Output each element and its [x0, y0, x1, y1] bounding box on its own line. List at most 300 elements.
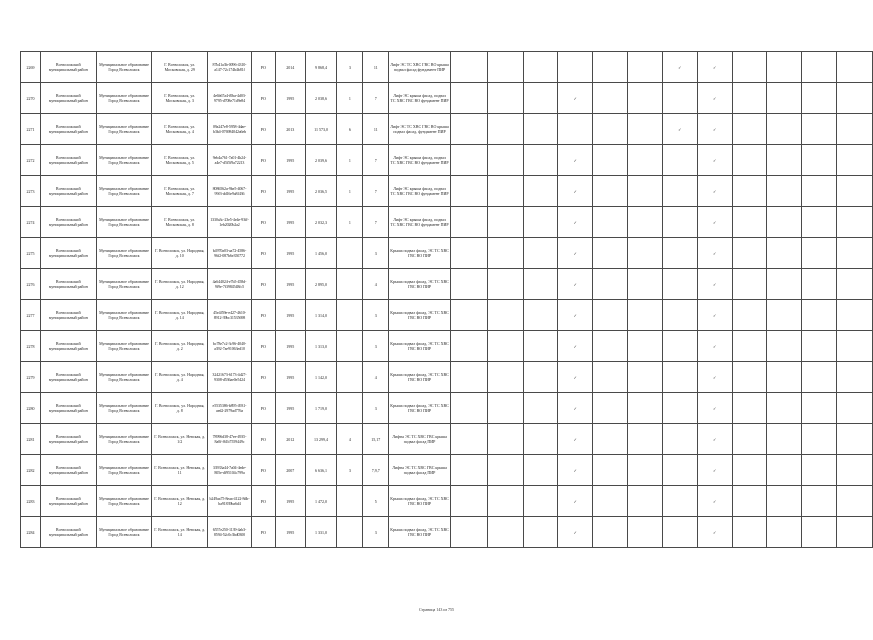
house-id-cell: 09a247e8-5958-4dae-b3b4-076984042a6eb — [208, 114, 252, 145]
empty-cell — [662, 145, 697, 176]
empty-cell — [837, 176, 873, 207]
empty-cell — [732, 238, 767, 269]
entrances-cell: 7,9,7 — [363, 455, 389, 486]
row-number: 2277 — [21, 300, 41, 331]
year-cell: 1995 — [275, 331, 305, 362]
entrances-cell: 3 — [363, 300, 389, 331]
table-row — [21, 424, 873, 455]
house-id-cell: 8086562a-9be5-4067-99f3-dd16e9a8f436 — [208, 176, 252, 207]
empty-cell — [628, 83, 663, 114]
address-cell: Г. Всеволожск, ул. Народная, д. 8 — [152, 393, 208, 424]
area-cell: 9 868,4 — [305, 52, 337, 83]
check-mark-icon: ✓ — [697, 269, 732, 300]
check-mark-icon: ✓ — [558, 517, 593, 548]
house-id-cell: 4a644024-e7b5-458d-9f9e-7f3984548fc5 — [208, 269, 252, 300]
empty-cell — [837, 238, 873, 269]
entrances-cell: 7 — [363, 207, 389, 238]
program-cell: РО — [251, 176, 275, 207]
floors-cell: 6 — [337, 114, 363, 145]
empty-cell — [593, 393, 628, 424]
empty-cell — [732, 331, 767, 362]
empty-cell — [767, 393, 802, 424]
entrances-cell: 3 — [363, 393, 389, 424]
empty-cell — [523, 455, 558, 486]
empty-cell — [523, 517, 558, 548]
empty-cell — [837, 517, 873, 548]
works-cell: Крыша подвал фасад, ЭС ТС ХВС ГВС ВО ПИР — [389, 486, 451, 517]
entrances-cell: 11 — [363, 52, 389, 83]
house-id-cell: 87b41a3b-0096-4310-a147-72c174b4b81f — [208, 52, 252, 83]
program-cell: РО — [251, 362, 275, 393]
district-cell: Всеволожский муниципальный район — [40, 331, 96, 362]
empty-cell — [523, 300, 558, 331]
empty-cell — [450, 300, 487, 331]
check-mark-icon: ✓ — [697, 114, 732, 145]
empty-cell — [450, 455, 487, 486]
empty-cell — [732, 393, 767, 424]
address-cell: Г. Всеволожск, ул. Невская, д. 1/2 — [152, 424, 208, 455]
empty-cell — [593, 331, 628, 362]
empty-cell — [628, 176, 663, 207]
table-row — [21, 207, 873, 238]
empty-cell — [450, 269, 487, 300]
empty-cell — [523, 238, 558, 269]
program-cell: РО — [251, 207, 275, 238]
works-cell: Крыша подвал фасад, ЭС ТС ХВС ГВС ВО ПИР — [389, 517, 451, 548]
program-cell: РО — [251, 269, 275, 300]
empty-cell — [837, 269, 873, 300]
floors-cell — [337, 393, 363, 424]
empty-cell — [802, 424, 837, 455]
municipality-cell: Муниципальное образование Город Всеволожск — [96, 300, 152, 331]
area-cell: 1 472,0 — [305, 486, 337, 517]
year-cell: 1995 — [275, 300, 305, 331]
empty-cell — [523, 424, 558, 455]
address-cell: Г. Всеволожск, ул. Московская, д. 4 — [152, 114, 208, 145]
table-row — [21, 83, 873, 114]
year-cell: 1995 — [275, 269, 305, 300]
floors-cell: 4 — [337, 424, 363, 455]
district-cell: Всеволожский муниципальный район — [40, 114, 96, 145]
empty-cell — [662, 331, 697, 362]
empty-cell — [732, 300, 767, 331]
program-cell: РО — [251, 486, 275, 517]
empty-cell — [593, 83, 628, 114]
house-id-cell: 45e4f59e-e427-4610-8912-39bc31535698 — [208, 300, 252, 331]
program-cell: РО — [251, 455, 275, 486]
district-cell: Всеволожский муниципальный район — [40, 300, 96, 331]
check-mark-icon: ✓ — [558, 238, 593, 269]
empty-cell — [628, 486, 663, 517]
district-cell: Всеволожский муниципальный район — [40, 517, 96, 548]
district-cell: Всеволожский муниципальный район — [40, 269, 96, 300]
year-cell: 2007 — [275, 455, 305, 486]
district-cell: Всеволожский муниципальный район — [40, 207, 96, 238]
address-cell: Г. Всеволожск, ул. Московская, д. 3 — [152, 83, 208, 114]
empty-cell — [802, 176, 837, 207]
row-number: 2273 — [21, 176, 41, 207]
district-cell: Всеволожский муниципальный район — [40, 393, 96, 424]
empty-cell — [662, 300, 697, 331]
municipality-cell: Муниципальное образование Город Всеволожск — [96, 52, 152, 83]
table-row — [21, 517, 873, 548]
district-cell: Всеволожский муниципальный район — [40, 455, 96, 486]
empty-cell — [523, 393, 558, 424]
empty-cell — [487, 114, 523, 145]
empty-cell — [628, 114, 663, 145]
empty-cell — [732, 362, 767, 393]
year-cell: 1995 — [275, 83, 305, 114]
house-id-cell: 4e6b67a4-f0ba-4d03-9795-d708e71d9e84 — [208, 83, 252, 114]
municipality-cell: Муниципальное образование Город Всеволожск — [96, 424, 152, 455]
empty-cell — [837, 486, 873, 517]
house-id-cell: 78996d38-47ee-4935-8a0f-f61b7559449c — [208, 424, 252, 455]
table-row — [21, 238, 873, 269]
area-cell: 1 331,0 — [305, 517, 337, 548]
empty-cell — [732, 486, 767, 517]
empty-cell — [802, 393, 837, 424]
house-id-cell: 1330a3c-23e5-4e4e-93ff-1eb2020b2a2 — [208, 207, 252, 238]
check-mark-icon: ✓ — [697, 455, 732, 486]
program-cell: РО — [251, 424, 275, 455]
empty-cell — [450, 238, 487, 269]
empty-cell — [662, 269, 697, 300]
district-cell: Всеволожский муниципальный район — [40, 424, 96, 455]
empty-cell — [767, 362, 802, 393]
area-cell: 1 142,0 — [305, 362, 337, 393]
floors-cell: 1 — [337, 207, 363, 238]
check-mark-icon: ✓ — [697, 517, 732, 548]
floors-cell — [337, 362, 363, 393]
program-cell: РО — [251, 517, 275, 548]
floors-cell: 3 — [337, 455, 363, 486]
empty-cell — [450, 517, 487, 548]
check-mark-icon: ✓ — [558, 486, 593, 517]
empty-cell — [802, 300, 837, 331]
year-cell: 2012 — [275, 424, 305, 455]
empty-cell — [767, 300, 802, 331]
row-number: 2284 — [21, 517, 41, 548]
table-row — [21, 393, 873, 424]
row-number: 2274 — [21, 207, 41, 238]
empty-cell — [523, 52, 558, 83]
empty-cell — [837, 331, 873, 362]
check-mark-icon: ✓ — [558, 300, 593, 331]
empty-cell — [450, 207, 487, 238]
empty-cell — [628, 424, 663, 455]
empty-cell — [487, 238, 523, 269]
empty-cell — [802, 331, 837, 362]
empty-cell — [628, 145, 663, 176]
empty-cell — [732, 145, 767, 176]
empty-cell — [802, 455, 837, 486]
empty-cell — [628, 238, 663, 269]
empty-cell — [628, 393, 663, 424]
check-mark-icon: ✓ — [697, 176, 732, 207]
empty-cell — [487, 176, 523, 207]
check-mark-icon: ✓ — [697, 145, 732, 176]
year-cell: 1995 — [275, 207, 305, 238]
check-mark-icon: ✓ — [697, 300, 732, 331]
empty-cell — [523, 207, 558, 238]
check-mark-icon: ✓ — [697, 83, 732, 114]
house-id-cell: 6557e250-1139-4ab3-8594-52c0c3bd0300 — [208, 517, 252, 548]
row-number: 2280 — [21, 393, 41, 424]
area-cell: 13 299,4 — [305, 424, 337, 455]
empty-cell — [837, 145, 873, 176]
empty-cell — [487, 486, 523, 517]
row-number: 2283 — [21, 486, 41, 517]
row-number: 2279 — [21, 362, 41, 393]
address-cell: Г. Всеволожск, ул. Московская, д. 7 — [152, 176, 208, 207]
empty-cell — [802, 517, 837, 548]
table-row — [21, 300, 873, 331]
empty-cell — [450, 331, 487, 362]
empty-cell — [523, 145, 558, 176]
empty-cell — [487, 393, 523, 424]
works-cell: Лифт ЭС ТС ХВС ГВС ВО крыша подвал фасад, фундамент ПИР — [389, 114, 451, 145]
municipality-cell: Муниципальное образование Город Всеволожск — [96, 362, 152, 393]
empty-cell — [802, 269, 837, 300]
check-mark-icon: ✓ — [697, 331, 732, 362]
floors-cell: 3 — [337, 52, 363, 83]
empty-cell — [837, 300, 873, 331]
empty-cell — [662, 517, 697, 548]
entrances-cell: 15,17 — [363, 424, 389, 455]
check-mark-icon: ✓ — [558, 424, 593, 455]
empty-cell — [487, 52, 523, 83]
entrances-cell: 7 — [363, 83, 389, 114]
empty-cell — [523, 331, 558, 362]
empty-cell — [593, 486, 628, 517]
empty-cell — [523, 83, 558, 114]
area-cell: 2 895,0 — [305, 269, 337, 300]
entrances-cell: 4 — [363, 362, 389, 393]
address-cell: Г. Всеволожск, ул. Невская, д. 11 — [152, 455, 208, 486]
table-row — [21, 486, 873, 517]
empty-cell — [558, 114, 593, 145]
check-mark-icon: ✓ — [558, 207, 593, 238]
empty-cell — [767, 455, 802, 486]
program-cell: РО — [251, 114, 275, 145]
table-row — [21, 362, 873, 393]
empty-cell — [628, 300, 663, 331]
works-cell: Лифт ЭС крыша фасад, подвал ТС ХВС ГВС ВО фундамент ПИР — [389, 207, 451, 238]
floors-cell — [337, 517, 363, 548]
row-number: 2275 — [21, 238, 41, 269]
empty-cell — [628, 362, 663, 393]
floors-cell: 1 — [337, 176, 363, 207]
year-cell: 1995 — [275, 362, 305, 393]
check-mark-icon: ✓ — [558, 393, 593, 424]
address-cell: Г. Всеволожск, ул. Народная, д. 2 — [152, 331, 208, 362]
floors-cell: 1 — [337, 145, 363, 176]
empty-cell — [593, 362, 628, 393]
empty-cell — [662, 455, 697, 486]
works-cell: Лифт ЭС крыша фасад, подвал ТС ХВС ГВС ВО фундамент ПИР — [389, 176, 451, 207]
empty-cell — [662, 176, 697, 207]
row-number: 2269 — [21, 52, 41, 83]
area-cell: 11 573,0 — [305, 114, 337, 145]
empty-cell — [628, 517, 663, 548]
table-row — [21, 455, 873, 486]
check-mark-icon: ✓ — [697, 486, 732, 517]
row-number: 2271 — [21, 114, 41, 145]
district-cell: Всеволожский муниципальный район — [40, 83, 96, 114]
empty-cell — [837, 455, 873, 486]
floors-cell: 1 — [337, 83, 363, 114]
address-cell: Г. Всеволожск, ул. Народная, д. 4 — [152, 362, 208, 393]
empty-cell — [767, 145, 802, 176]
municipality-cell: Муниципальное образование Город Всеволожск — [96, 238, 152, 269]
works-cell: Лифт ЭС крыша фасад, подвал ТС ХВС ГВС ВО фундамент ПИР — [389, 83, 451, 114]
program-cell: РО — [251, 83, 275, 114]
empty-cell — [593, 207, 628, 238]
municipality-cell: Муниципальное образование Город Всеволожск — [96, 393, 152, 424]
municipality-cell: Муниципальное образование Город Всеволожск — [96, 83, 152, 114]
works-cell: Крыша подвал фасад, ЭС ТС ХВС ГВС ВО ПИР — [389, 362, 451, 393]
housing-register-table — [20, 51, 873, 548]
empty-cell — [732, 424, 767, 455]
empty-cell — [767, 83, 802, 114]
address-cell: Г. Всеволожск, ул. Народная, д. 12 — [152, 269, 208, 300]
empty-cell — [593, 269, 628, 300]
row-number: 2281 — [21, 424, 41, 455]
empty-cell — [523, 269, 558, 300]
entrances-cell: 3 — [363, 331, 389, 362]
page-footer: Страница 143 из 755 — [418, 607, 455, 612]
check-mark-icon: ✓ — [558, 176, 593, 207]
empty-cell — [628, 269, 663, 300]
empty-cell — [767, 238, 802, 269]
empty-cell — [523, 486, 558, 517]
empty-cell — [662, 238, 697, 269]
municipality-cell: Муниципальное образование Город Всеволожск — [96, 145, 152, 176]
empty-cell — [802, 114, 837, 145]
area-cell: 2 032,3 — [305, 207, 337, 238]
empty-cell — [450, 52, 487, 83]
works-cell: Лифт ЭС ТС ХВС ГВС ВО крыша подвал фасад фундамент ПИР — [389, 52, 451, 83]
year-cell: 1995 — [275, 238, 305, 269]
works-cell: Крыша подвал фасад, ЭС ТС ХВС ГВС ВО ПИР — [389, 393, 451, 424]
works-cell: Лифты ЭС ТС ХВС ГВС крыша подвал фасад ПИР — [389, 455, 451, 486]
empty-cell — [837, 52, 873, 83]
district-cell: Всеволожский муниципальный район — [40, 145, 96, 176]
program-cell: РО — [251, 238, 275, 269]
empty-cell — [802, 83, 837, 114]
empty-cell — [523, 362, 558, 393]
row-number: 2272 — [21, 145, 41, 176]
check-mark-icon: ✓ — [558, 145, 593, 176]
empty-cell — [450, 83, 487, 114]
address-cell: Г. Всеволожск, ул. Московская, д. 5 — [152, 145, 208, 176]
empty-cell — [662, 486, 697, 517]
check-mark-icon: ✓ — [697, 207, 732, 238]
floors-cell — [337, 269, 363, 300]
works-cell: Крыша подвал фасад, ЭС ТС ХВС ГВС ВО ПИР — [389, 331, 451, 362]
empty-cell — [662, 424, 697, 455]
empty-cell — [662, 83, 697, 114]
district-cell: Всеволожский муниципальный район — [40, 238, 96, 269]
area-cell: 2 038,6 — [305, 83, 337, 114]
year-cell: 1995 — [275, 176, 305, 207]
empty-cell — [487, 362, 523, 393]
empty-cell — [802, 207, 837, 238]
empty-cell — [487, 424, 523, 455]
empty-cell — [767, 207, 802, 238]
empty-cell — [802, 486, 837, 517]
program-cell: РО — [251, 393, 275, 424]
empty-cell — [732, 269, 767, 300]
address-cell: Г. Всеволожск, ул. Невская, д. 12 — [152, 486, 208, 517]
row-number: 2278 — [21, 331, 41, 362]
check-mark-icon: ✓ — [697, 393, 732, 424]
year-cell: 2014 — [275, 52, 305, 83]
empty-cell — [837, 424, 873, 455]
empty-cell — [837, 207, 873, 238]
house-id-cell: b4970a03-aa72-4586-96f2-087b6e350772 — [208, 238, 252, 269]
area-cell: 2 039,6 — [305, 145, 337, 176]
empty-cell — [487, 517, 523, 548]
municipality-cell: Муниципальное образование Город Всеволожск — [96, 114, 152, 145]
floors-cell — [337, 486, 363, 517]
works-cell: Крыша подвал фасад, ЭС ТС ХВС ГВС ВО ПИР — [389, 238, 451, 269]
house-id-cell: 9eb4a761-7a01-4b24-a4e7-d5f5f9a72213 — [208, 145, 252, 176]
empty-cell — [593, 145, 628, 176]
works-cell: Лифт ЭС крыша фасад, подвал ТС ХВС ГВС ВО фундамент ПИР — [389, 145, 451, 176]
empty-cell — [487, 300, 523, 331]
empty-cell — [802, 52, 837, 83]
empty-cell — [767, 517, 802, 548]
check-mark-icon: ✓ — [558, 455, 593, 486]
empty-cell — [732, 52, 767, 83]
row-number: 2270 — [21, 83, 41, 114]
address-cell: Г. Всеволожск, ул. Московская, д. 29 — [152, 52, 208, 83]
empty-cell — [767, 269, 802, 300]
area-cell: 1 719,0 — [305, 393, 337, 424]
house-id-cell: 32421673-6173-4d27-9308-d536ae0e5424 — [208, 362, 252, 393]
year-cell: 1995 — [275, 145, 305, 176]
empty-cell — [628, 207, 663, 238]
municipality-cell: Муниципальное образование Город Всеволожск — [96, 331, 152, 362]
empty-cell — [450, 424, 487, 455]
check-mark-icon: ✓ — [697, 238, 732, 269]
works-cell: Крыша подвал фасад, ЭС ТС ХВС ГВС ВО ПИР — [389, 300, 451, 331]
check-mark-icon: ✓ — [697, 362, 732, 393]
empty-cell — [487, 145, 523, 176]
table-row — [21, 331, 873, 362]
area-cell: 1 314,0 — [305, 300, 337, 331]
entrances-cell: 11 — [363, 114, 389, 145]
check-mark-icon: ✓ — [662, 114, 697, 145]
table-row — [21, 176, 873, 207]
empty-cell — [802, 145, 837, 176]
empty-cell — [628, 455, 663, 486]
empty-cell — [837, 362, 873, 393]
entrances-cell: 3 — [363, 517, 389, 548]
district-cell: Всеволожский муниципальный район — [40, 362, 96, 393]
municipality-cell: Муниципальное образование Город Всеволожск — [96, 486, 152, 517]
entrances-cell: 7 — [363, 176, 389, 207]
empty-cell — [767, 52, 802, 83]
table-row — [21, 269, 873, 300]
empty-cell — [732, 207, 767, 238]
empty-cell — [450, 362, 487, 393]
district-cell: Всеволожский муниципальный район — [40, 486, 96, 517]
empty-cell — [487, 83, 523, 114]
check-mark-icon: ✓ — [662, 52, 697, 83]
empty-cell — [837, 114, 873, 145]
